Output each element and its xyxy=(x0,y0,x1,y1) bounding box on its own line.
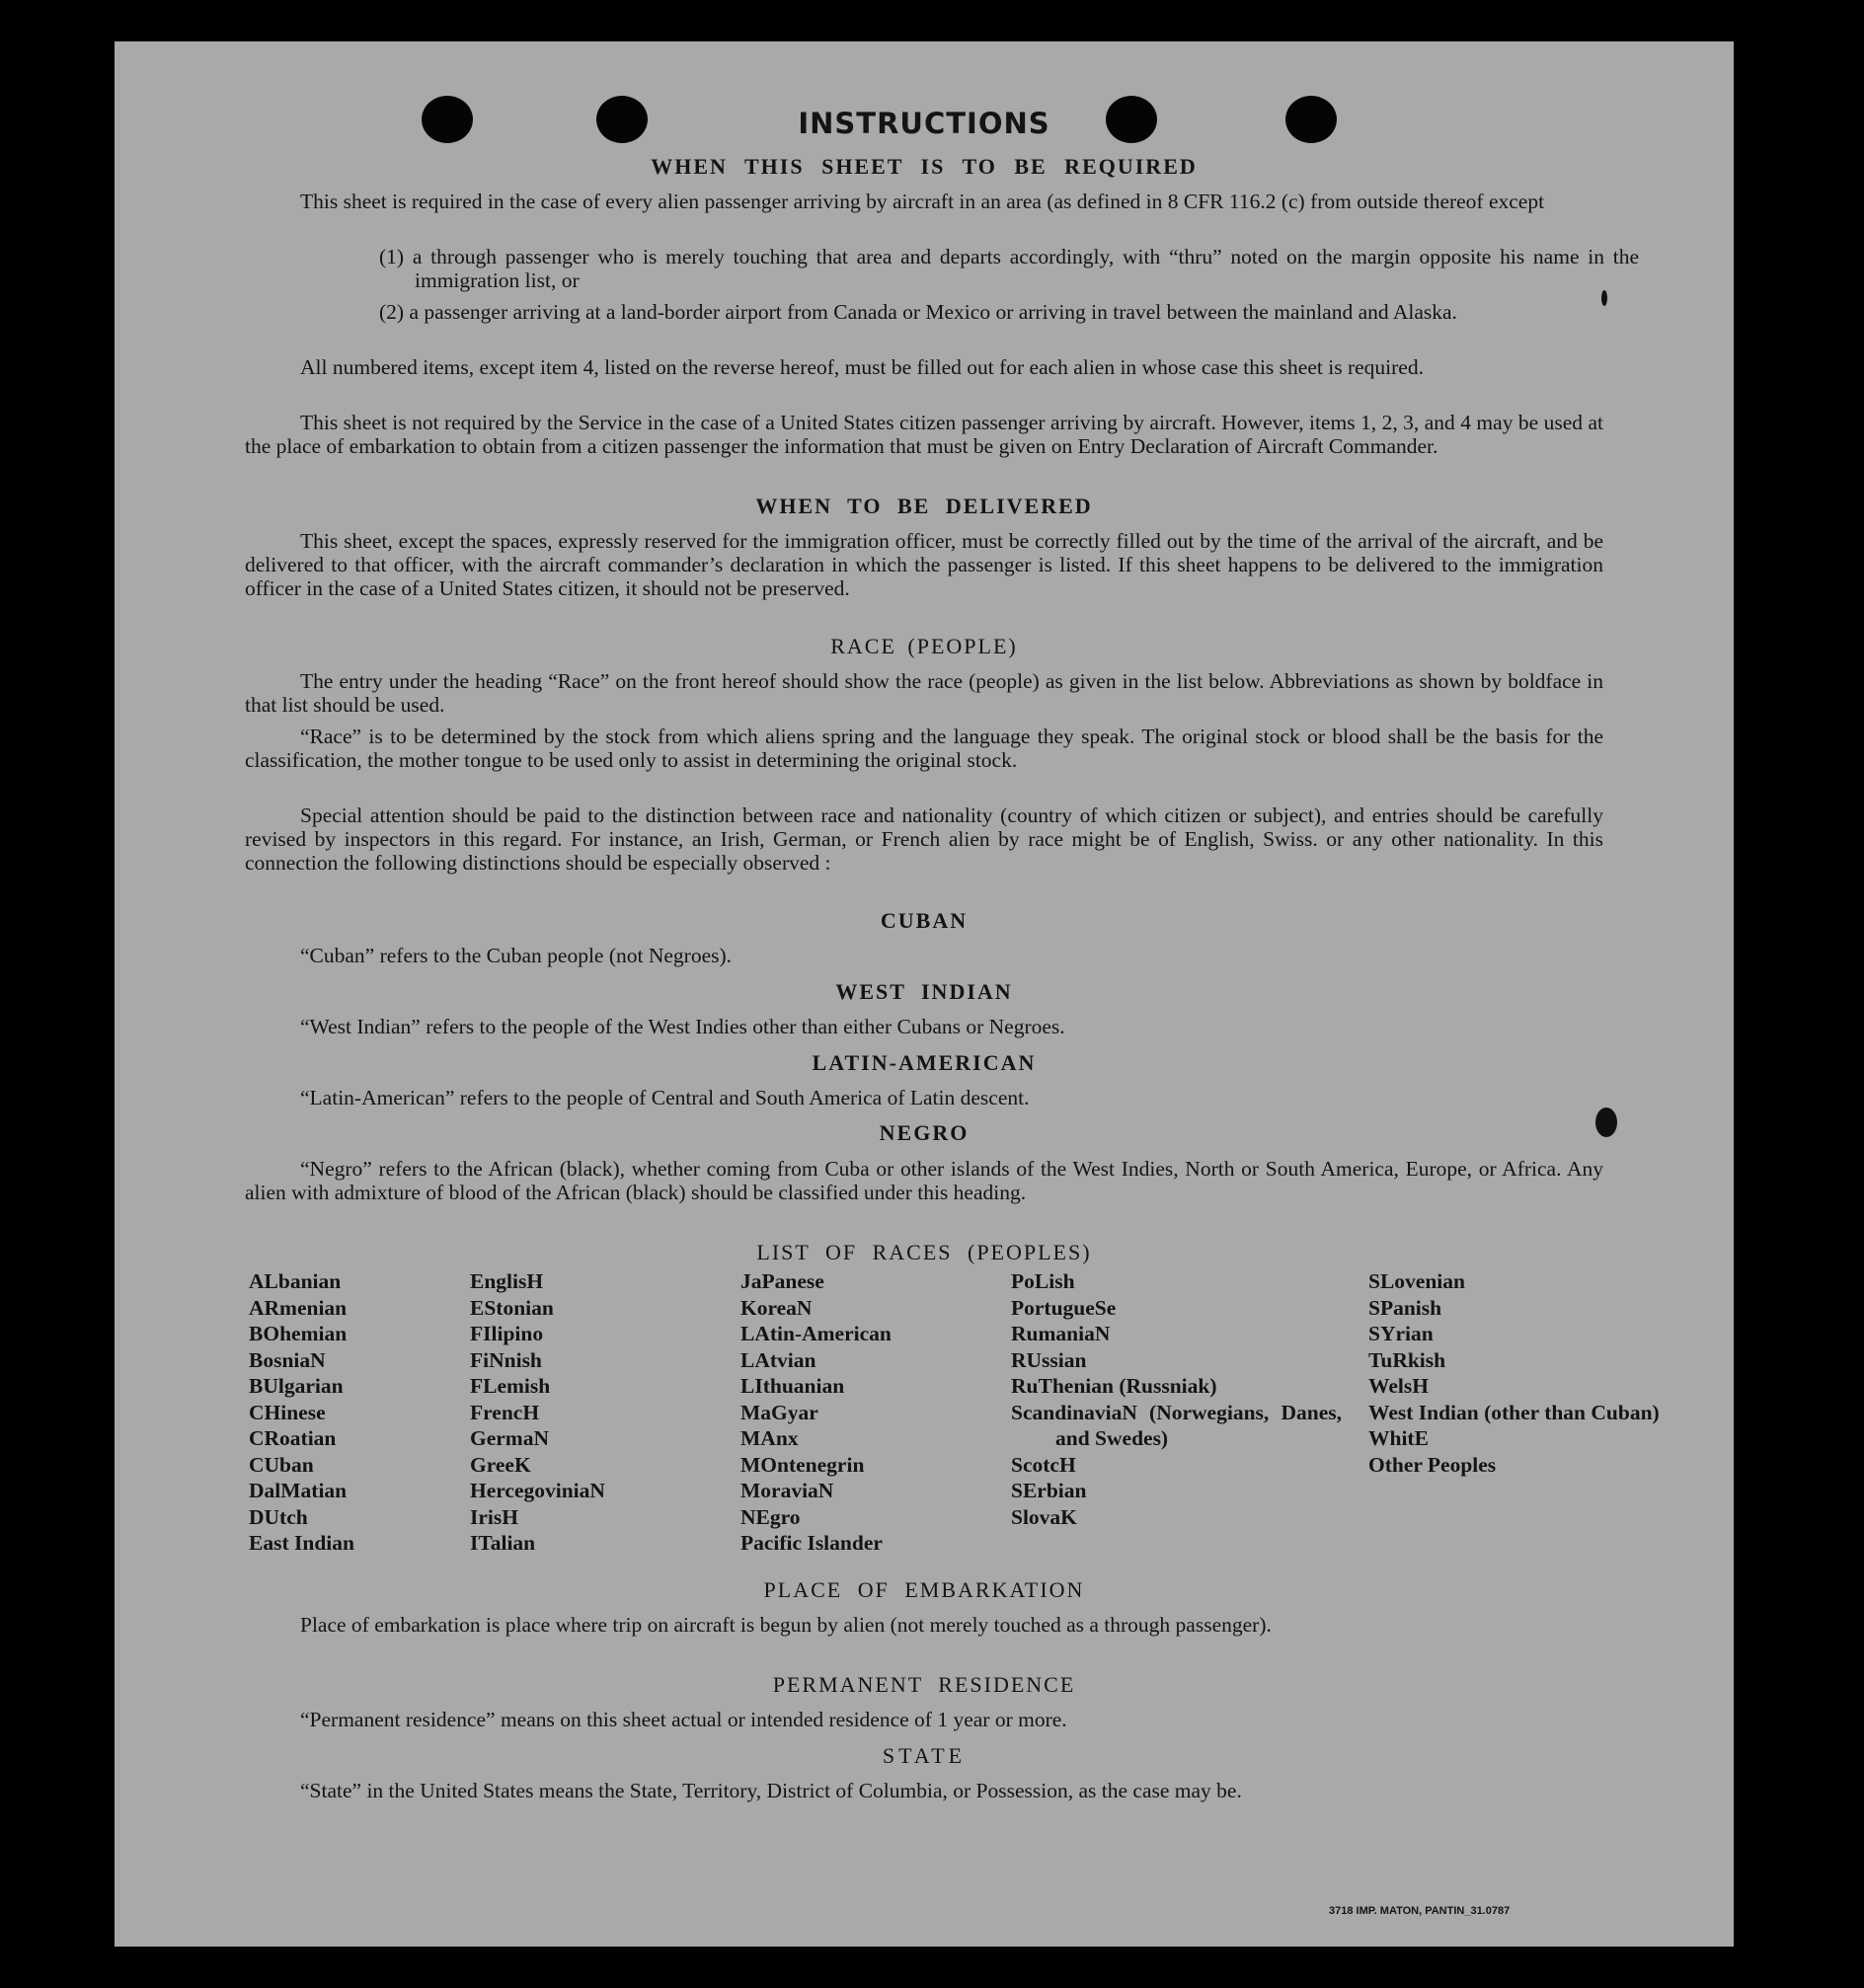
races-column xyxy=(1368,1268,1670,1478)
section-heading: WHEN THIS SHEET IS TO BE REQUIRED xyxy=(651,154,1198,179)
race-item: NEgro xyxy=(740,1504,801,1529)
race-item: FIlipino xyxy=(470,1322,544,1345)
race-item: SlovaK xyxy=(1011,1504,1077,1529)
document-sheet xyxy=(115,41,1734,1947)
section-heading: LIST OF RACES (PEOPLES) xyxy=(756,1240,1092,1264)
printer-footer: 3718 IMP. MATON, PANTIN_31.0787 xyxy=(1329,1905,1511,1917)
race-item: CRoatian xyxy=(249,1426,337,1450)
paragraph: The entry under the heading “Race” on the front hereof should show the race (people) as given in the list below. Abbreviations as shown by boldface in that list should be used. xyxy=(245,669,1603,717)
races-column xyxy=(470,1268,605,1557)
race-item: FiNnish xyxy=(470,1347,542,1372)
paragraph: “Race” is to be determined by the stock from which aliens spring and the language they speak. The original stock or blood shall be the basis for the classification, the mother tongue to be used only to assist in determining the original stock. xyxy=(245,725,1603,772)
paragraph: This sheet, except the spaces, expressly reserved for the immigration officer, must be correctly filled out by the time of the arrival of the aircraft, and be delivered to that officer, with the aircraft commander’s declaration in which the passenger is listed. If this sheet happens to be delivered to the immigration officer in the case of a United States citizen, it should not be preserved. xyxy=(245,529,1603,600)
race-item: RumaniaN xyxy=(1011,1322,1111,1345)
race-item: SErbian xyxy=(1011,1479,1087,1502)
race-item: PortugueSe xyxy=(1011,1295,1117,1320)
race-item: WelsH xyxy=(1368,1374,1429,1398)
paragraph: “West Indian” refers to the people of the West Indies other than either Cubans or Negroes. xyxy=(300,1015,1065,1038)
race-item: FrencH xyxy=(470,1400,540,1424)
race-item: West Indian (other than Cuban) xyxy=(1368,1400,1660,1424)
section-heading: PLACE OF EMBARKATION xyxy=(763,1577,1085,1602)
races-column xyxy=(249,1268,354,1557)
race-item: MaGyar xyxy=(740,1400,818,1424)
race-item: DalMatian xyxy=(249,1479,348,1502)
race-item: PoLish xyxy=(1011,1269,1075,1293)
race-item: TuRkish xyxy=(1368,1347,1446,1372)
race-item: ScotcH xyxy=(1011,1452,1076,1477)
race-item: East Indian xyxy=(249,1531,354,1555)
paragraph: All numbered items, except item 4, listed on the reverse hereof, must be filled out for each alien in whose case this sheet is required. xyxy=(300,355,1424,379)
race-item: MOntenegrin xyxy=(740,1452,865,1477)
section-heading: PERMANENT RESIDENCE xyxy=(772,1672,1076,1697)
race-item: BosniaN xyxy=(249,1347,326,1372)
section-heading: CUBAN xyxy=(880,908,969,933)
paragraph: “State” in the United States means the State, Territory, District of Columbia, or Possession, as the case may be. xyxy=(300,1779,1242,1802)
races-column xyxy=(740,1268,892,1557)
paragraph: This sheet is required in the case of every alien passenger arriving by aircraft in an area (as defined in 8 CFR 116.2 (c) from outside thereof except xyxy=(300,190,1545,213)
section-heading: WEST INDIAN xyxy=(835,979,1013,1004)
race-item: RUssian xyxy=(1011,1347,1087,1372)
race-item: BOhemian xyxy=(249,1322,348,1345)
race-item: LAtin-American xyxy=(740,1322,892,1345)
race-item: MAnx xyxy=(740,1426,799,1450)
race-item: SYrian xyxy=(1368,1322,1434,1345)
paragraph: “Permanent residence” means on this sheet actual or intended residence of 1 year or more. xyxy=(300,1708,1067,1731)
race-item: GermaN xyxy=(470,1426,549,1450)
page-title: INSTRUCTIONS xyxy=(798,107,1050,140)
paragraph: Special attention should be paid to the distinction between race and nationality (country of which citizen or subject), and entries should be carefully revised by inspectors in this regard. For instance, an Irish, German, or French alien by race might be of English, Swiss. or any other nationality. In this connection the following distinctions should be especially observed : xyxy=(245,803,1603,875)
race-item: HercegoviniaN xyxy=(470,1479,605,1502)
list-item: (2) a passenger arriving at a land-border airport from Canada or Mexico or arriving in travel between the mainland and Alaska. xyxy=(379,300,1457,324)
section-heading: LATIN-AMERICAN xyxy=(812,1050,1037,1075)
race-item: LIthuanian xyxy=(740,1374,845,1398)
race-item: MoraviaN xyxy=(740,1479,834,1502)
race-item: ITalian xyxy=(470,1531,536,1555)
race-item: FLemish xyxy=(470,1374,551,1398)
race-item: Other Peoples xyxy=(1368,1452,1497,1477)
paragraph: “Cuban” refers to the Cuban people (not Negroes). xyxy=(300,944,733,967)
section-heading: STATE xyxy=(882,1743,967,1768)
race-item: GreeK xyxy=(470,1452,531,1477)
race-item: RuThenian (Russniak) xyxy=(1011,1374,1217,1398)
paragraph: This sheet is not required by the Service in the case of a United States citizen passenger arriving by aircraft. However, items 1, 2, 3, and 4 may be used at the place of embarkation to obtain from a citizen passenger the information that must be given on Entry Declaration of Aircraft Commander. xyxy=(245,411,1603,458)
paragraph: Place of embarkation is place where trip on aircraft is begun by alien (not merely touched as a through passenger). xyxy=(300,1613,1272,1637)
race-item: ALbanian xyxy=(249,1269,342,1293)
race-item: BUlgarian xyxy=(249,1374,344,1398)
races-column xyxy=(1011,1268,1342,1530)
instructions-content xyxy=(115,41,1734,1947)
race-item: CHinese xyxy=(249,1400,326,1424)
race-item: ScandinaviaN (Norwegians, Danes, and Swedes) xyxy=(1011,1400,1342,1450)
race-item: JaPanese xyxy=(740,1269,824,1293)
race-item: Pacific Islander xyxy=(740,1531,883,1555)
paragraph: “Negro” refers to the African (black), whether coming from Cuba or other islands of the West Indies, North or South America, Europe, or Africa. Any alien with admixture of blood of the African (black) should be classified under this heading. xyxy=(245,1157,1603,1204)
section-heading: WHEN TO BE DELIVERED xyxy=(755,494,1093,518)
race-item: EnglisH xyxy=(470,1269,544,1293)
section-heading: RACE (PEOPLE) xyxy=(830,634,1018,658)
paragraph: “Latin-American” refers to the people of Central and South America of Latin descent. xyxy=(300,1086,1030,1109)
race-item: KoreaN xyxy=(740,1295,813,1320)
section-heading: NEGRO xyxy=(879,1120,970,1145)
race-item: DUtch xyxy=(249,1504,308,1529)
race-item: ARmenian xyxy=(249,1295,348,1320)
race-item: IrisH xyxy=(470,1504,518,1529)
race-item: CUban xyxy=(249,1452,314,1477)
list-item: (1) a through passenger who is merely touching that area and departs accordingly, with “thru” noted on the margin opposite his name in the immigration list, or xyxy=(379,245,1639,292)
race-item: LAtvian xyxy=(740,1347,816,1372)
race-item: EStonian xyxy=(470,1295,554,1320)
race-item: WhitE xyxy=(1368,1426,1429,1450)
race-item: SLovenian xyxy=(1368,1269,1465,1293)
race-item: SPanish xyxy=(1368,1295,1442,1320)
